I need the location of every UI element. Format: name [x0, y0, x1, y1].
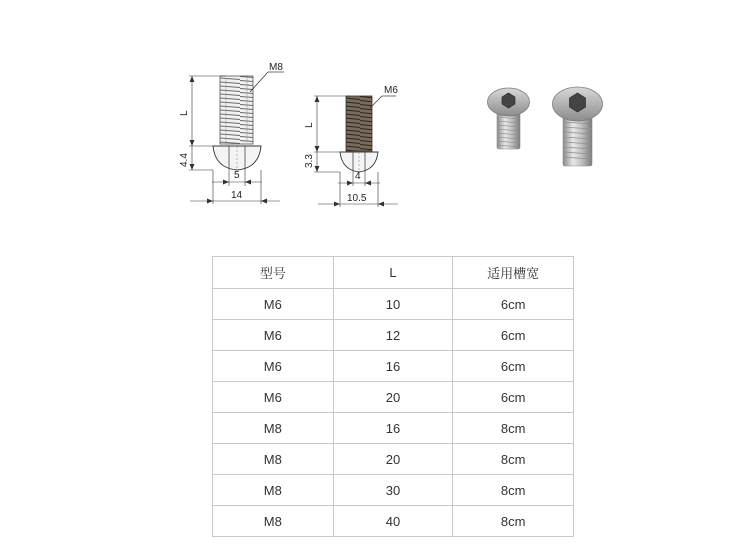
- table-header-row: [213, 257, 574, 289]
- cell-length: 16: [333, 351, 453, 382]
- spec-table: [212, 256, 574, 537]
- cell-model: M8: [213, 475, 334, 506]
- m6-screw-drawing: [304, 85, 398, 207]
- cell-model: M8: [213, 413, 334, 444]
- cell-slot-width: 8cm: [453, 444, 574, 475]
- table-row: [213, 444, 574, 475]
- cell-slot-width: 8cm: [453, 413, 574, 444]
- header-length: L: [333, 257, 453, 289]
- m8-head-height-label: 4.4: [179, 153, 190, 167]
- cell-slot-width: 6cm: [453, 320, 574, 351]
- cell-length: 40: [333, 506, 453, 537]
- screw-dimension-diagram: [0, 0, 750, 240]
- m6-head-diameter-label: 10.5: [347, 193, 367, 204]
- m8-thread-label: M8: [269, 62, 283, 73]
- m6-head-height-label: 3.3: [304, 154, 315, 168]
- cell-model: M6: [213, 320, 334, 351]
- cell-length: 20: [333, 382, 453, 413]
- table-row: [213, 351, 574, 382]
- cell-length: 16: [333, 413, 453, 444]
- m8-hex-label: 5: [234, 170, 240, 181]
- m8-screw-drawing: [179, 62, 284, 204]
- table-row: [213, 506, 574, 537]
- cell-model: M6: [213, 382, 334, 413]
- m8-length-label: L: [179, 110, 190, 116]
- large-screw-photo: [553, 87, 603, 166]
- cell-slot-width: 6cm: [453, 289, 574, 320]
- cell-slot-width: 8cm: [453, 475, 574, 506]
- cell-model: M6: [213, 351, 334, 382]
- small-screw-photo: [488, 88, 530, 149]
- m6-hex-label: 4: [355, 171, 361, 182]
- cell-length: 20: [333, 444, 453, 475]
- table-row: [213, 382, 574, 413]
- table-row: [213, 475, 574, 506]
- m6-thread-label: M6: [384, 85, 398, 96]
- cell-length: 10: [333, 289, 453, 320]
- header-slot-width: 适用槽宽: [453, 257, 574, 289]
- table-row: [213, 413, 574, 444]
- cell-slot-width: 6cm: [453, 382, 574, 413]
- m6-length-label: L: [304, 122, 315, 128]
- header-model: 型号: [213, 257, 334, 289]
- cell-length: 30: [333, 475, 453, 506]
- table-row: [213, 289, 574, 320]
- cell-length: 12: [333, 320, 453, 351]
- cell-model: M6: [213, 289, 334, 320]
- m8-head-diameter-label: 14: [231, 190, 243, 201]
- cell-slot-width: 6cm: [453, 351, 574, 382]
- cell-model: M8: [213, 506, 334, 537]
- cell-model: M8: [213, 444, 334, 475]
- table-row: [213, 320, 574, 351]
- cell-slot-width: 8cm: [453, 506, 574, 537]
